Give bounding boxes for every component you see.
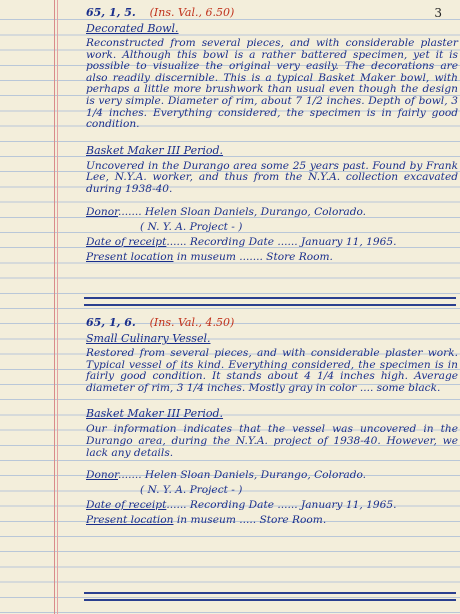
entry-title: Decorated Bowl. (86, 22, 179, 35)
entry-header (86, 5, 458, 20)
page-number: 3 (434, 6, 442, 20)
location-label: Present location (86, 514, 174, 527)
receipt-label: Date of receipt (86, 235, 167, 248)
catalog-number: 65, 1, 6. (86, 316, 136, 329)
donor-line (86, 468, 458, 483)
catalog-entry (86, 5, 458, 265)
catalog-entry (86, 315, 458, 528)
location-value: in museum ....... Store Room. (176, 250, 333, 263)
receipt-line (86, 235, 458, 250)
donor-line (86, 205, 458, 220)
entry-divider (84, 592, 456, 601)
receipt-value: ...... Recording Date ...... January 11, 1965. (166, 235, 397, 248)
margin-rule-inner (57, 0, 58, 614)
donor-value: ....... Helen Sloan Daniels, Durango, Colorado. (117, 469, 367, 482)
entry-period: Basket Maker III Period. (86, 143, 224, 157)
entry-title: Small Culinary Vessel. (86, 332, 211, 345)
donor-value: ....... Helen Sloan Daniels, Durango, Colorado. (117, 205, 367, 218)
entry-description: Restored from several pieces, and with considerable plaster work. Typical vessel of its kind. Everything considered, the specimen is in fairly good condition. It stands about 4 1/4 inches high. Average diameter of rim, 3 1/4 inches. Mostly gray in color .... some black. (86, 347, 458, 394)
location-label: Present location (86, 250, 174, 263)
receipt-label: Date of receipt (86, 499, 167, 512)
catalog-number: 65, 1, 5. (86, 6, 136, 19)
receipt-line (86, 498, 458, 513)
location-line (86, 250, 458, 265)
project-note: ( N. Y. A. Project - ) (140, 484, 243, 497)
insurance-value: (Ins. Val., 4.50) (149, 316, 235, 329)
insurance-value: (Ins. Val., 6.50) (149, 6, 235, 19)
margin-rule (54, 0, 55, 614)
entry-divider (84, 297, 456, 306)
donor-label: Donor (86, 205, 118, 218)
location-value: in museum ..... Store Room. (176, 514, 327, 527)
receipt-value: ...... Recording Date ...... January 11, 1965. (166, 499, 397, 512)
entry-provenance: Uncovered in the Durango area some 25 years past. Found by Frank Lee, N.Y.A. worker, and thus from the N.Y.A. collection excavated during 1938-40. (86, 159, 458, 195)
entry-provenance: Our information indicates that the vessel was uncovered in the Durango area, during the N.Y.A. project of 1938-40. However, we lack any details. (86, 423, 458, 459)
entry-header (86, 315, 458, 330)
entry-period: Basket Maker III Period. (86, 407, 224, 421)
donor-label: Donor (86, 469, 118, 482)
project-note: ( N. Y. A. Project - ) (140, 220, 243, 233)
entry-description: Reconstructed from several pieces, and with considerable plaster work. Although this bowl is a rather battered specimen, yet it is possible to visualize the original very easily. The decorations are also readily discernible. This is a typical Basket Maker bowl, with perhaps a little more brushwork than usual even though the design is very simple. Diameter of rim, about 7 1/2 inches. Depth of bowl, 3 1/4 inches. Everything considered, the specimen is in fairly good condition. (86, 37, 458, 131)
location-line (86, 513, 458, 528)
